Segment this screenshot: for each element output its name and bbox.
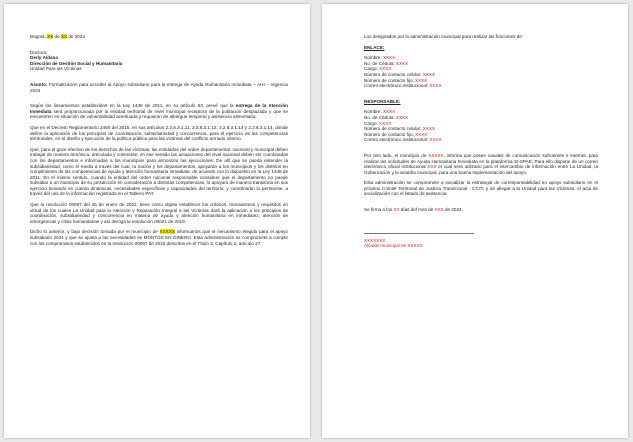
paragraph-2: Que en el Decreto Reglamentario 2460 del 2015, en sus artículos 2.2.8.3.1.11, 2.2.8.3.1.12, 2.2.8.3.1.13 y 2.2.8.3.1.14, donde define la aplicación de los principios de coordinación, subsidiariedad y concurrencia, para el ejercicio de las competencias territoriales; en el diseño y ejecución de la política pública para las víctimas del conflicto armado interno. <box>30 124 288 142</box>
commitment-paragraph: Esta administración se compromete a socializar la estrategia de corresponsabilidad en apoyo subsidiario en el próximo Comité Territorial de Justicia Transicional - CTJT, y de allegar a la Unidad para las Víctimas, el acta de socialización con el listado de asistencia. <box>364 180 598 197</box>
enlace-heading: ENLACE: <box>364 44 385 50</box>
responsable-field: Correo electrónico institucional: XXXX <box>364 137 442 143</box>
signature-date-line: Se firma a los XX días del mes de XXX de 2024. <box>364 207 463 213</box>
signature-line <box>364 233 474 234</box>
recipient-name: Derly Aldana <box>30 55 58 61</box>
responsable-field: No. de Cédula: XXXX <box>364 114 409 120</box>
subject-line: Asunto: Formalización para acceder al Apoyo subsidiario para la entrega de Ayuda Humanitaria Inmediata – AHI – Vigencia 2024 <box>30 81 288 93</box>
recipient-dept: Dirección de Gestión Social y Humanitaria <box>30 60 123 66</box>
paragraph-1: Según los lineamientos establecidos en la Ley 1448 de 2011, en su artículo 63, prevé que la entrega de la Atención Inmediata será proporcionada por la entidad territorial de nivel municipal receptora de la población desplazada y que se encuentren en situación de vulnerabilidad acentuada y requieran de albergue temporal y asistencia alimentaria. <box>30 103 288 120</box>
responsable-field: Número de contacto fijo: XXXX <box>364 131 428 137</box>
responsable-field: Nombre: XXXX <box>364 109 396 115</box>
paragraph-3: Que, para el goce efectivo de los derechos de las víctimas, las entidades del orden departamental, nacional y municipal deben trabajar de manera armónica, articulada y coherente; en ese sentido las actuaciones del nivel nacional deben ser coordinadas con los departamentos e informadas a los municipios para armonizar las ejecuciones. De allí que se pueda entender la subsidiariedad, como el medio a través del cual, la nación y los departamentos, apoyarán a los municipios y los distritos en cumplimiento de las competencias de ayuda y atención humanitaria inmediata, de acuerdo con lo dispuesto en la Ley 1448 de 2011. En el mismo sentido, cuando la entidad del orden nacional responsable considere que el departamento no puede subsidiar a un municipio de su jurisdicción en consideración a distintas competencias, lo apoyará de manera transitoria en sus ejercicio teniendo en cuenta dinámicas, necesidades específicas y capacidades del territorio; y coordinarán lo pertinente, a través del uso de la información registrada en el Tablero PAT. <box>30 146 288 197</box>
responsable-field: Cargo: XXXX <box>364 120 392 126</box>
paragraph-5: Dicho lo anterior, y bajo decisión tomada por el municipio de XXXXX informamos que el mecanismo elegido para el apoyo subsidiario 2024 y que se ajusta a las necesidades es MONTOS EN DINERO. Esta administración se compromete a cumplir con los compromisos establecidos en la resolución 00097 de 2022 descritos en el Título 2, Capítulo 2, artículo 27. <box>30 229 288 246</box>
responsable-fields <box>364 109 598 143</box>
responsable-heading: RESPONSABLE: <box>364 98 401 104</box>
date-day-placeholder: XX <box>47 34 54 39</box>
recipient-unit: Unidad Para las Víctimas <box>30 66 82 72</box>
date-line: Bogotá, XX de XX de 2024 <box>30 34 85 39</box>
enlace-field: Cargo: XXXX <box>364 66 392 72</box>
communications-paragraph: Por otro lado, el municipio de XXXXX, informa que posee canales de comunicación suficientes e internet, para realizar las solicitudes de Ayuda Humanitaria Inmediata en la plataforma SI-SPAE; Para ello dispone de un correo electrónico oficial institucional XXX el cual será utilizado para el intercambio de información entre La Unidad, la Gobernación y la alcaldía municipal, para una buena implementación del apoyo. <box>364 152 598 175</box>
signer-title: Alcalde municipal de XXXXX <box>364 243 423 249</box>
enlace-field: Número de contacto fijo: XXXX <box>364 77 428 83</box>
enlace-fields <box>364 55 598 89</box>
enlace-field: Correo electrónico institucional: XXXX <box>364 83 442 89</box>
recipient-block <box>30 50 288 72</box>
enlace-field: Nombre: XXXX <box>364 55 396 61</box>
designees-intro: Los designados por la administración municipal para realizar las funciones de: <box>364 34 524 39</box>
date-month-placeholder: XX <box>60 34 68 39</box>
responsable-field: Número de contacto celular: XXXX <box>364 126 435 132</box>
document-page-1 <box>4 4 310 438</box>
recipient-title: Doctora: <box>30 49 48 55</box>
paragraph-4: Que la resolución 00097 del 25 de enero de 2022, tiene como objeto establecer los criterios, mecanismos y requisitos en virtud de los cuales La Unidad para la Atención y Reparación Integral a las Víctimas dará la aplicación a los principios de coordinación, subsidiariedad y concurrencia en materia de ayuda y atención humanitaria en inmediatez, atención de emergencias y crisis humanitarias y así deroga la resolución 00021 de 2019. <box>30 202 288 224</box>
document-page-2 <box>322 4 628 438</box>
municipality-placeholder: XXXXX <box>159 229 175 235</box>
signer-name: XXXXXXX <box>364 237 386 243</box>
enlace-field: No. de Cédula: XXXX <box>364 60 409 66</box>
enlace-field: Número de contacto celular: XXXX <box>364 71 435 77</box>
